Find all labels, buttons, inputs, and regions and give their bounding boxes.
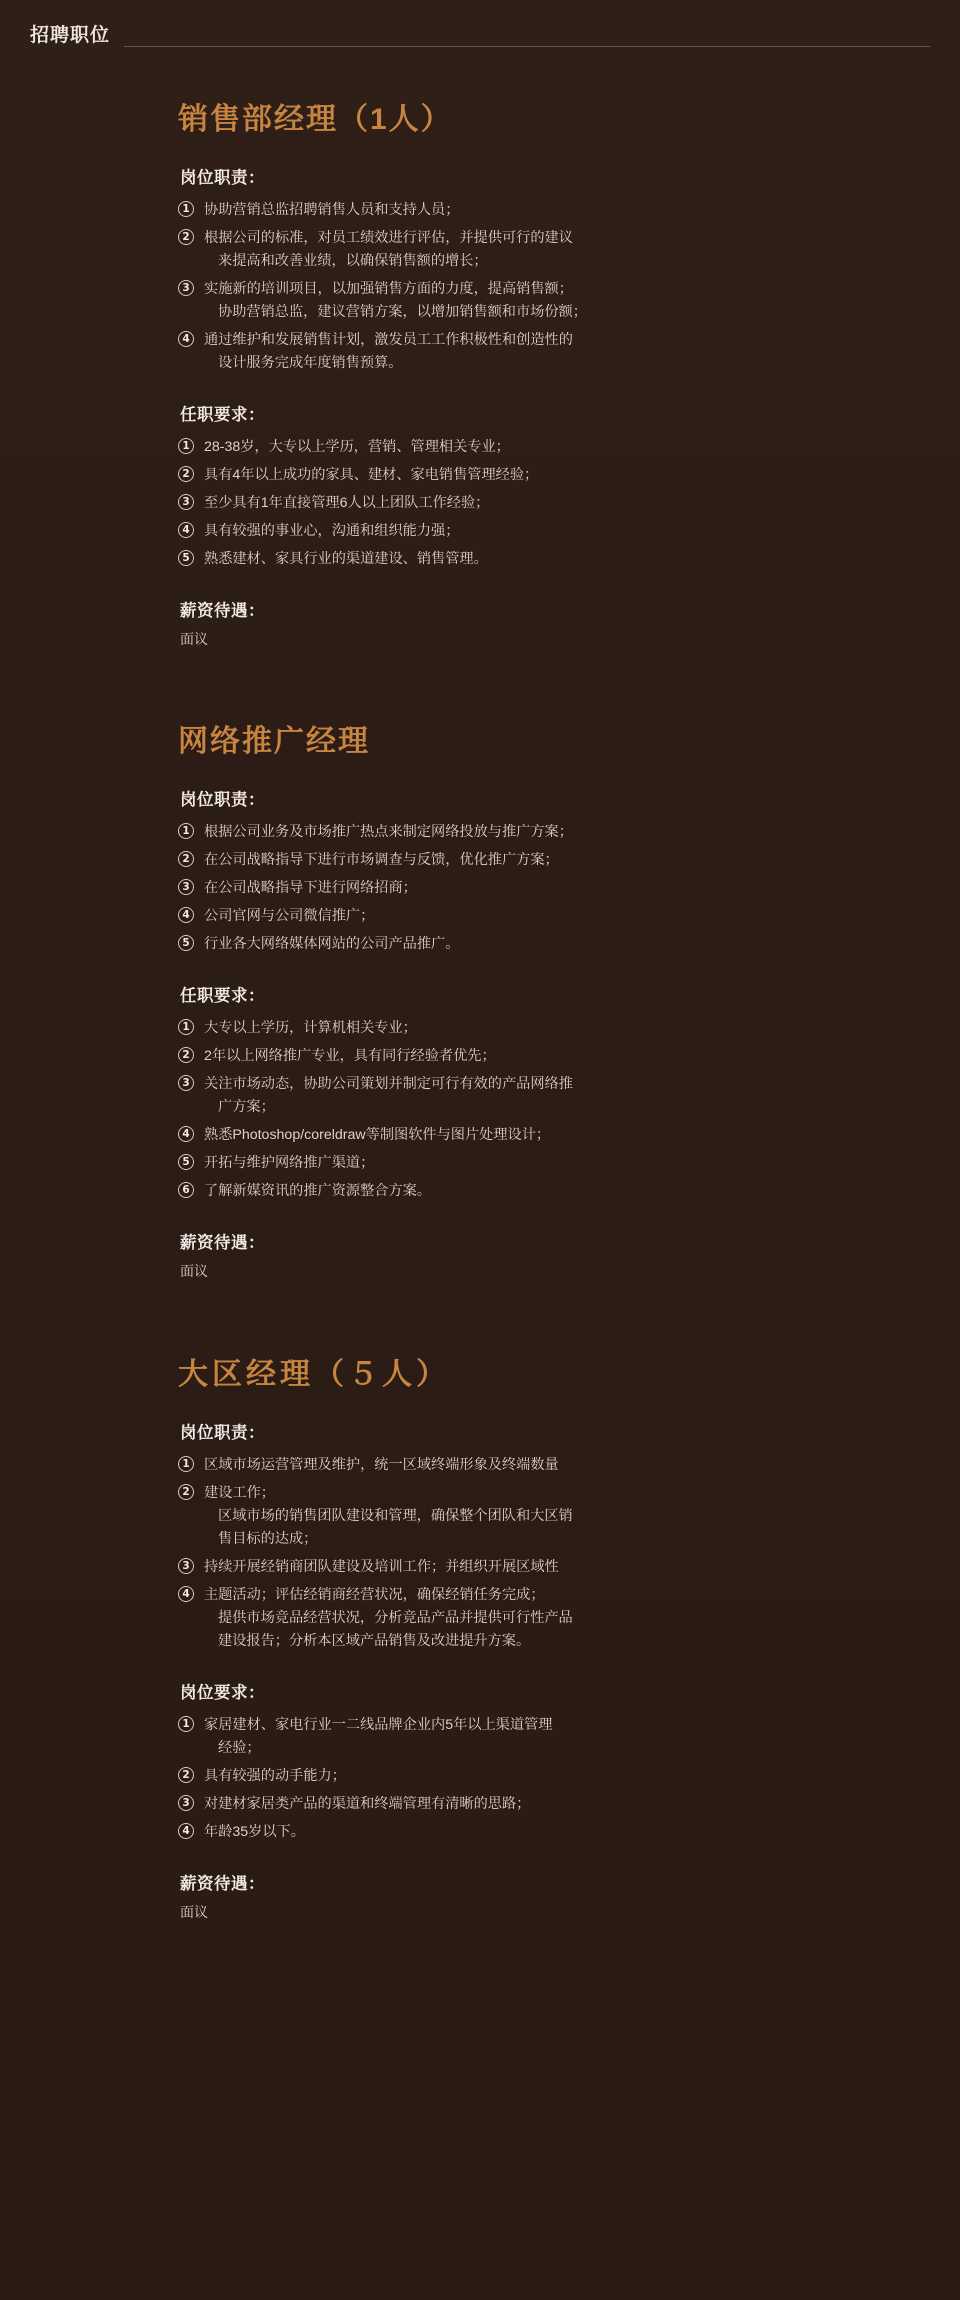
list-item-text: 了解新媒资讯的推广资源整合方案。: [204, 1183, 432, 1200]
list-item: [178, 199, 900, 222]
list-number-icon: 1: [178, 1716, 194, 1732]
list-item-text: 根据公司的标准，对员工绩效进行评估，并提供可行的建议: [204, 230, 573, 246]
list-item-continuation: 售目标的达成；: [218, 1530, 318, 1547]
list-item-text: 实施新的培训项目，以加强销售方面的力度，提高销售额；: [204, 281, 573, 297]
list-item-text: 具有4年以上成功的家具、建材、家电销售管理经验；: [204, 467, 539, 483]
list-item-text: 主题活动；评估经销商经营状况，确保经销任务完成；: [204, 1586, 545, 1603]
list-number-icon: 2: [178, 1767, 194, 1783]
section-heading: 任职要求：: [180, 987, 265, 1006]
job-list: [0, 56, 960, 1923]
salary-section: [178, 1229, 900, 1282]
list-number-icon: 3: [178, 1558, 194, 1574]
requirement-list: [178, 1454, 900, 1653]
list-item-text: 对建材家居类产品的渠道和终端管理有清晰的思路；: [204, 1795, 531, 1812]
list-number-icon: 1: [178, 201, 194, 217]
list-item-text: 家居建材、家电行业一二线品牌企业内5年以上渠道管理: [204, 1716, 553, 1733]
list-item-text: 开拓与维护网络推广渠道；: [204, 1155, 375, 1172]
list-number-icon: 3: [178, 1795, 194, 1811]
section-heading: 岗位职责：: [180, 791, 265, 810]
list-number-icon: 3: [178, 280, 194, 296]
list-item-continuation: 设计服务完成年度销售预算。: [218, 355, 403, 371]
salary-value: 面议: [180, 1263, 208, 1280]
header-divider: [124, 46, 930, 47]
list-number-icon: 4: [178, 1586, 194, 1602]
list-item-text: 熟悉Photoshop/coreldraw等制图软件与图片处理设计；: [204, 1127, 551, 1144]
list-item-text: 持续开展经销商团队建设及培训工作；并组织开展区域性: [204, 1558, 559, 1575]
salary-section: [178, 1870, 900, 1923]
list-item: [178, 548, 900, 571]
requirement-list: [178, 821, 900, 956]
list-number-icon: 2: [178, 1484, 194, 1500]
list-item: [178, 1045, 900, 1068]
list-item: [178, 1714, 900, 1760]
list-item: [178, 1454, 900, 1477]
job-section: [178, 1679, 900, 1844]
job-section: [178, 982, 900, 1203]
list-number-icon: 1: [178, 1019, 194, 1035]
list-number-icon: 4: [178, 1126, 194, 1142]
job-section: [178, 401, 900, 571]
list-item-text: 建设工作；: [204, 1484, 275, 1501]
list-item-text: 具有较强的事业心，沟通和组织能力强；: [204, 523, 460, 539]
list-item: [178, 1793, 900, 1816]
list-item: [178, 1124, 900, 1147]
list-number-icon: 3: [178, 879, 194, 895]
list-number-icon: 5: [178, 935, 194, 951]
list-item: [178, 877, 900, 900]
salary-value: 面议: [180, 631, 208, 647]
list-item: [178, 1152, 900, 1175]
list-number-icon: 2: [178, 466, 194, 482]
list-item: [178, 1821, 900, 1844]
requirement-list: [178, 199, 900, 375]
list-item-text: 28-38岁，大专以上学历，营销、管理相关专业；: [204, 439, 510, 455]
list-item-continuation: 提供市场竞品经营状况，分析竞品产品并提供可行性产品: [218, 1609, 573, 1626]
list-item-text: 行业各大网络媒体网站的公司产品推广。: [204, 936, 460, 953]
list-item: [178, 1073, 900, 1119]
job-title: 大区经理（５人）: [178, 1357, 450, 1391]
list-item-continuation: 建设报告；分析本区域产品销售及改进提升方案。: [218, 1632, 531, 1649]
list-item: [178, 933, 900, 956]
job-posting: [0, 1357, 960, 1923]
section-heading: 任职要求：: [180, 406, 265, 424]
list-item: [178, 278, 900, 324]
job-posting: [0, 724, 960, 1282]
list-item-text: 区域市场运营管理及维护，统一区域终端形象及终端数量: [204, 1456, 559, 1473]
page-title: 招聘职位: [30, 25, 111, 46]
page-header: [0, 0, 960, 56]
salary-heading: 薪资待遇：: [180, 1874, 265, 1893]
list-item-text: 具有较强的动手能力；: [204, 1767, 346, 1784]
list-item: [178, 227, 900, 273]
job-section: [178, 164, 900, 375]
salary-heading: 薪资待遇：: [180, 602, 265, 620]
list-item-continuation: 经验；: [218, 1739, 261, 1756]
list-item-text: 2年以上网络推广专业，具有同行经验者优先；: [204, 1048, 496, 1065]
list-item-text: 大专以上学历，计算机相关专业；: [204, 1020, 417, 1037]
list-item: [178, 492, 900, 515]
list-number-icon: 4: [178, 522, 194, 538]
list-number-icon: 5: [178, 550, 194, 566]
list-item-text: 通过维护和发展销售计划，激发员工工作积极性和创造性的: [204, 332, 573, 348]
section-heading: 岗位职责：: [180, 1423, 265, 1442]
list-number-icon: 2: [178, 1047, 194, 1063]
list-number-icon: 4: [178, 331, 194, 347]
list-item: [178, 905, 900, 928]
requirement-list: [178, 436, 900, 571]
list-number-icon: 1: [178, 1456, 194, 1472]
list-number-icon: 2: [178, 851, 194, 867]
list-item: [178, 1482, 900, 1551]
list-item: [178, 464, 900, 487]
list-item-text: 至少具有1年直接管理6人以上团队工作经验；: [204, 495, 490, 511]
job-section: [178, 786, 900, 956]
list-item: [178, 1180, 900, 1203]
list-item-text: 协助营销总监招聘销售人员和支持人员；: [204, 202, 460, 218]
list-item: [178, 329, 900, 375]
list-number-icon: 3: [178, 1075, 194, 1091]
list-number-icon: 4: [178, 907, 194, 923]
requirement-list: [178, 1017, 900, 1203]
job-title: 销售部经理（1人）: [178, 103, 453, 136]
salary-value: 面议: [180, 1903, 208, 1920]
list-item-text: 年龄35岁以下。: [204, 1823, 305, 1840]
job-section: [178, 1419, 900, 1653]
list-number-icon: 3: [178, 494, 194, 510]
list-item: [178, 1584, 900, 1653]
list-item-text: 在公司战略指导下进行网络招商；: [204, 880, 417, 897]
salary-heading: 薪资待遇：: [180, 1234, 265, 1253]
list-number-icon: 1: [178, 823, 194, 839]
list-item-text: 在公司战略指导下进行市场调查与反馈，优化推广方案；: [204, 852, 559, 869]
list-item: [178, 436, 900, 459]
list-item-continuation: 协助营销总监，建议营销方案，以增加销售额和市场份额；: [218, 304, 587, 320]
requirement-list: [178, 1714, 900, 1844]
list-item: [178, 1017, 900, 1040]
list-item-continuation: 来提高和改善业绩，以确保销售额的增长；: [218, 253, 488, 269]
list-item: [178, 821, 900, 844]
list-item-continuation: 广方案；: [218, 1099, 275, 1116]
list-item-text: 熟悉建材、家具行业的渠道建设、销售管理。: [204, 551, 488, 567]
list-item: [178, 1765, 900, 1788]
list-number-icon: 5: [178, 1154, 194, 1170]
list-item-text: 关注市场动态，协助公司策划并制定可行有效的产品网络推: [204, 1076, 573, 1093]
list-item: [178, 1556, 900, 1579]
job-posting: [0, 102, 960, 650]
section-heading: 岗位要求：: [180, 1683, 265, 1702]
list-number-icon: 4: [178, 1823, 194, 1839]
job-title: 网络推广经理: [178, 725, 370, 759]
salary-section: [178, 597, 900, 650]
list-item-text: 公司官网与公司微信推广；: [204, 908, 375, 925]
list-number-icon: 1: [178, 438, 194, 454]
list-number-icon: 2: [178, 229, 194, 245]
list-item: [178, 849, 900, 872]
list-item-continuation: 区域市场的销售团队建设和管理，确保整个团队和大区销: [218, 1507, 573, 1524]
list-number-icon: 6: [178, 1182, 194, 1198]
header-inner: [0, 20, 960, 56]
list-item: [178, 520, 900, 543]
list-item-text: 根据公司业务及市场推广热点来制定网络投放与推广方案；: [204, 824, 573, 841]
section-heading: 岗位职责：: [180, 169, 265, 187]
